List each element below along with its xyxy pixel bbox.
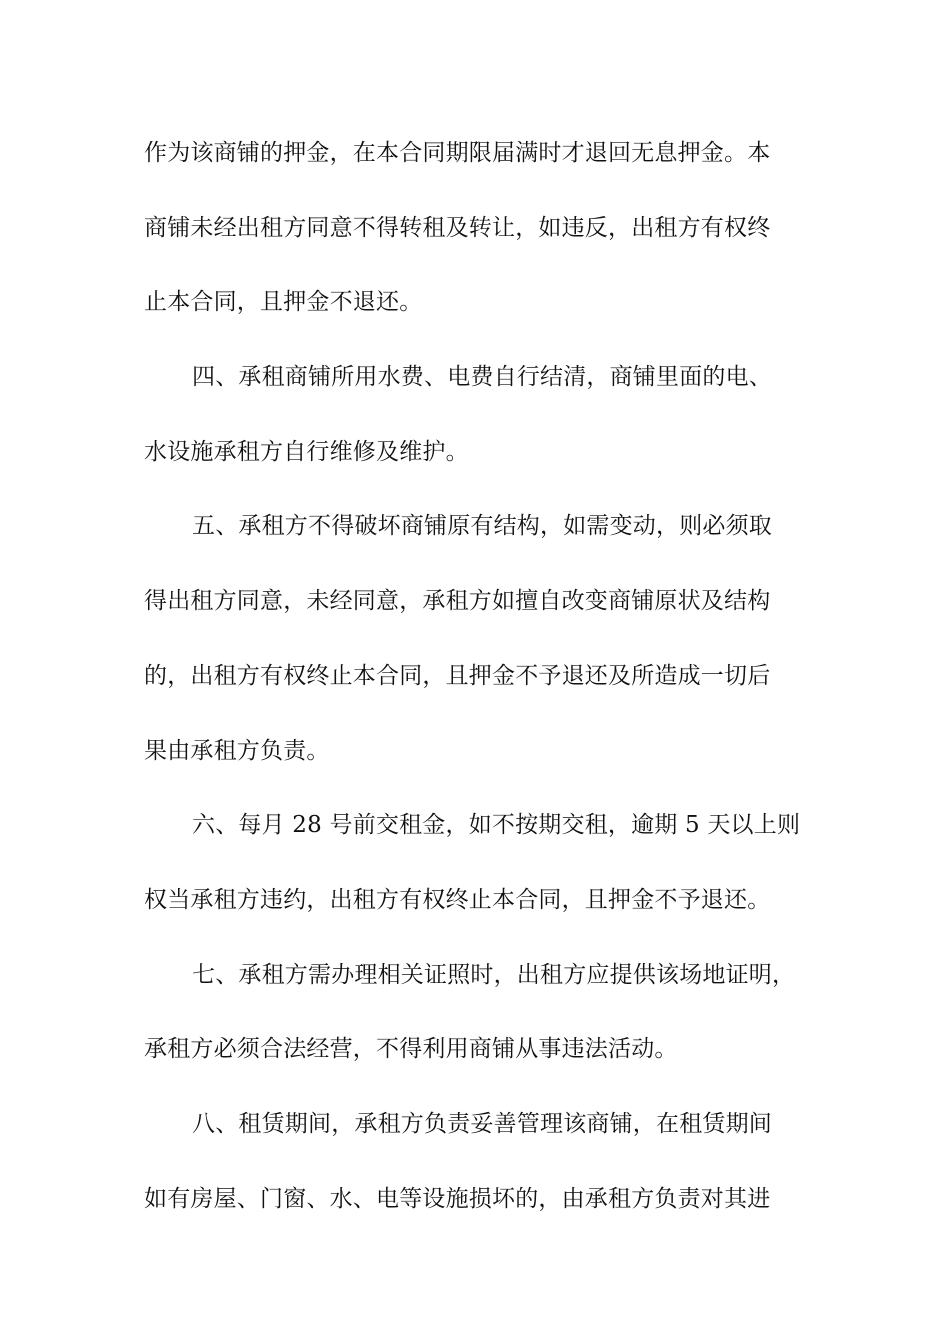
text-line: 权当承租方违约，出租方有权终止本合同，且押金不予退还。 <box>144 886 771 913</box>
text-line: 承租方必须合法经营，不得利用商铺从事违法活动。 <box>144 1036 678 1063</box>
clause-five-start: 五、承租方不得破坏商铺原有结构，如需变动，则必须取 <box>192 513 772 540</box>
clause-four-start: 四、承租商铺所用水费、电费自行结清，商铺里面的电、 <box>192 364 772 391</box>
document-body <box>144 127 824 1247</box>
text-line: 商铺未经出租方同意不得转租及转让，如违反，出租方有权终 <box>144 214 771 241</box>
clause-eight-start: 八、租赁期间，承租方负责妥善管理该商铺，在租赁期间 <box>192 1110 772 1137</box>
clause-seven-start: 七、承租方需办理相关证照时，出租方应提供该场地证明， <box>192 961 796 988</box>
text-line: 如有房屋、门窗、水、电等设施损坏的，由承租方负责对其进 <box>144 1185 771 1212</box>
text-line: 止本合同，且押金不退还。 <box>144 289 423 316</box>
clause-six-start: 六、每月 28 号前交租金，如不按期交租，逾期 5 天以上则 <box>192 812 801 839</box>
text-line: 果由承租方负责。 <box>144 737 330 764</box>
text-line: 水设施承租方自行维修及维护。 <box>144 438 469 465</box>
text-line: 得出租方同意，未经同意，承租方如擅自改变商铺原状及结构 <box>144 588 771 615</box>
text-line: 的，出租方有权终止本合同，且押金不予退还及所造成一切后 <box>144 662 771 689</box>
text-line: 作为该商铺的押金，在本合同期限届满时才退回无息押金。本 <box>144 140 771 166</box>
